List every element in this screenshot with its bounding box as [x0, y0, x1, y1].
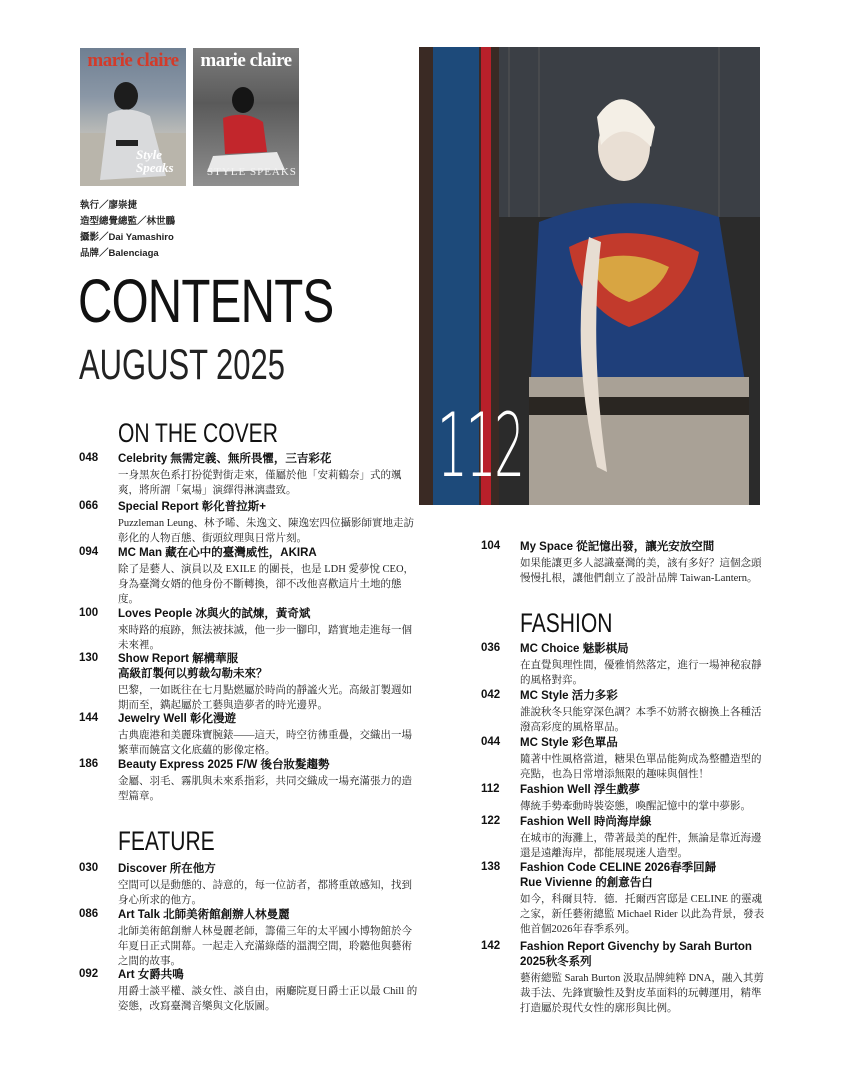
toc-entry[interactable]	[481, 940, 765, 1016]
cover-thumbnail-1[interactable]	[80, 48, 186, 186]
page-number: 142	[481, 940, 501, 952]
cover-tagline: Style Speaks	[136, 147, 174, 175]
entry-description: 除了是藝人、演員以及 EXILE 的團長，也是 LDH 愛夢悅 CEO，身為臺灣女婿的他身份不斷轉換，卻不改他喜歡這片土地的態度。	[118, 564, 415, 605]
entry-description: 來時路的痕跡，無法被抹滅，他一步一腳印，踏實地走進每一個未來裡。	[118, 625, 412, 651]
entry-description: 隨著中性風格當道，糖果色單品能夠成為整體造型的亮點，也為日常增添無限的趣味與個性！	[520, 754, 762, 780]
page-number: 112	[481, 783, 500, 795]
toc-entry[interactable]	[481, 689, 765, 735]
toc-entry[interactable]	[79, 652, 418, 713]
entry-title: My Space 從記憶出發，讓光安放空間	[520, 541, 715, 553]
toc-entry[interactable]	[481, 642, 765, 688]
entry-title: Fashion Well 浮生戲夢	[520, 784, 640, 796]
entry-title: Beauty Express 2025 F/W 後台妝髮趨勢	[118, 759, 330, 771]
toc-entry[interactable]	[79, 546, 418, 607]
page-number: 048	[79, 452, 99, 464]
entry-description: 用爵士談平權、談女性、談自由，兩廳院夏日爵士正以最 Chill 的姿態，改寫臺灣音樂與文化版圖。	[118, 986, 418, 1012]
cover-thumbnail-2[interactable]	[193, 48, 299, 186]
page-number: 144	[79, 712, 99, 724]
toc-entry[interactable]	[481, 861, 765, 937]
toc-entry[interactable]	[79, 908, 418, 969]
entry-title: Special Report 彰化普拉斯+	[118, 501, 266, 513]
toc-entry[interactable]	[481, 540, 765, 586]
entry-description: 一身黑灰色系打扮從對街走來，僅屬於他「安莉鶴奈」式的颯爽，將所謂「氣場」演繹得淋漓盡致。	[118, 470, 402, 496]
entry-description: Puzzleman Leung、林予晞、朱逸文、陳逸宏四位攝影師實地走訪彰化的人物百態、街頭紋理與日常片刻。	[118, 518, 415, 544]
section-heading-feature: FEATURE	[118, 826, 215, 856]
entry-title: Loves People 冰與火的試煉，黃奇斌	[118, 608, 311, 620]
entry-title: Fashion Report Givenchy by Sarah Burton 2025秋冬系列	[520, 941, 752, 968]
toc-entry[interactable]	[79, 712, 418, 758]
toc-entry[interactable]	[79, 500, 418, 546]
entry-description: 空間可以是動態的、詩意的，每一位訪者，都將重啟感知，找到身心所求的他方。	[118, 880, 412, 906]
credit-line: 造型總覺總監／林世鵬	[80, 216, 176, 227]
page-number: 044	[481, 736, 501, 748]
entry-title: MC Man 藏在心中的臺灣威性，AKIRA	[118, 547, 317, 559]
entry-description: 如今，科爾貝特．德．托爾西宮邸是 CELINE 的靈魂之家，新任藝術總監 Michael Rider 以此為背景，發表他首個2026年春季系列。	[520, 894, 765, 935]
entry-title: MC Style 彩色單品	[520, 737, 618, 749]
toc-entry[interactable]	[481, 736, 765, 782]
entry-title: Discover 所在他方	[118, 863, 216, 875]
entry-title: Celebrity 無需定義、無所畏懼，三吉彩花	[118, 453, 332, 465]
page-number: 092	[79, 968, 99, 980]
page-number: 066	[79, 500, 99, 512]
cover-tagline: STYLE SPEAKS	[207, 166, 297, 178]
entry-description: 在直覺與理性間，優雅悄然落定，進行一場神秘寂靜的風格對弈。	[520, 660, 762, 686]
page-number: 186	[79, 758, 99, 770]
entry-description: 北師美術館創辦人林曼麗老師，籌備三年的太平國小博物館於今年夏日正式開幕。一起走入充滿綠蔭的溫潤空間，聆聽他與藝術之間的故事。	[118, 926, 412, 967]
credit-line: 執行／廖崇捷	[80, 200, 138, 211]
page-number: 138	[481, 861, 501, 873]
entry-title: MC Choice 魅影棋局	[520, 643, 629, 655]
page-number: 104	[481, 540, 501, 552]
toc-entry[interactable]	[79, 862, 418, 908]
entry-description: 金屬、羽毛、霧肌與未來系指彩，共同交織成一場充滿張力的造型篇章。	[118, 776, 412, 802]
entry-description: 傳統手勢牽動時裝姿態，喚醒記憶中的掌中夢影。	[520, 801, 751, 812]
credits	[80, 198, 175, 262]
credit-line: 攝影／Dai Yamashiro	[80, 232, 174, 243]
toc-entry[interactable]	[79, 452, 418, 498]
entry-title: Fashion Code CELINE 2026春季回歸 Rue Vivienne 的創意告白	[520, 862, 717, 889]
page-number: 086	[79, 908, 99, 920]
entry-description: 古典鹿港和美麗珠寶腕錶——這天，時空彷彿重疊，交織出一場繁華而饒富文化底蘊的影像定格。	[118, 730, 412, 756]
credit-line: 品牌／Balenciaga	[80, 248, 159, 259]
section-heading-on-the-cover: ON THE COVER	[118, 418, 278, 448]
issue-date: AUGUST 2025	[79, 341, 285, 389]
toc-entry[interactable]	[79, 758, 418, 804]
entry-title: Art Talk 北師美術館創辦人林曼麗	[118, 909, 290, 921]
feature-photo[interactable]	[419, 47, 760, 505]
cover-logo: marie claire	[87, 50, 179, 71]
page-number: 122	[481, 815, 501, 827]
page-number: 042	[481, 689, 501, 701]
entry-title: Show Report 解構華服 高級訂製何以剪裁勾勒未來？	[118, 653, 268, 680]
page-number: 030	[79, 862, 99, 874]
cover-logo: marie claire	[200, 50, 292, 71]
entry-title: MC Style 活力多彩	[520, 690, 618, 702]
entry-description: 誰說秋冬只能穿深色調？本季不妨將衣櫥換上各種活潑高彩度的風格單品。	[520, 707, 762, 733]
toc-entry[interactable]	[481, 815, 765, 861]
page-title: CONTENTS	[78, 267, 334, 335]
entry-description: 藝術總監 Sarah Burton 汲取品牌純粹 DNA，融入其剪裁手法、先鋒實驗性及對皮革面料的玩轉運用，精準打造屬於現代女性的廓形與比例。	[520, 973, 764, 1014]
entry-description: 如果能讓更多人認識臺灣的美，該有多好？這個念頭慢慢扎根，讓他們創立了設計品牌 Taiwan-Lantern。	[520, 558, 762, 584]
entry-title: Fashion Well 時尚海岸線	[520, 816, 652, 828]
toc-entry[interactable]	[481, 783, 765, 814]
page-number: 100	[79, 607, 99, 619]
page-number: 094	[79, 546, 99, 558]
toc-entry[interactable]	[79, 968, 418, 1014]
entry-description: 在城市的海灘上，帶著最美的配件，無論是靠近海邊還是遠離海岸，都能展現迷人造型。	[520, 833, 762, 859]
entry-title: Jewelry Well 彰化漫遊	[118, 713, 237, 725]
entry-description: 巴黎，一如既往在七月點燃屬於時尚的靜謐火光。高級訂製週如期而至，鐫起屬於工藝與造夢者的時光邊界。	[118, 685, 412, 711]
page-number: 036	[481, 642, 501, 654]
page-number: 130	[79, 652, 99, 664]
entry-title: Art 女爵共鳴	[118, 969, 184, 981]
photo-page-number: 112	[437, 394, 523, 497]
section-heading-fashion: FASHION	[520, 608, 613, 638]
toc-entry[interactable]	[79, 607, 418, 653]
